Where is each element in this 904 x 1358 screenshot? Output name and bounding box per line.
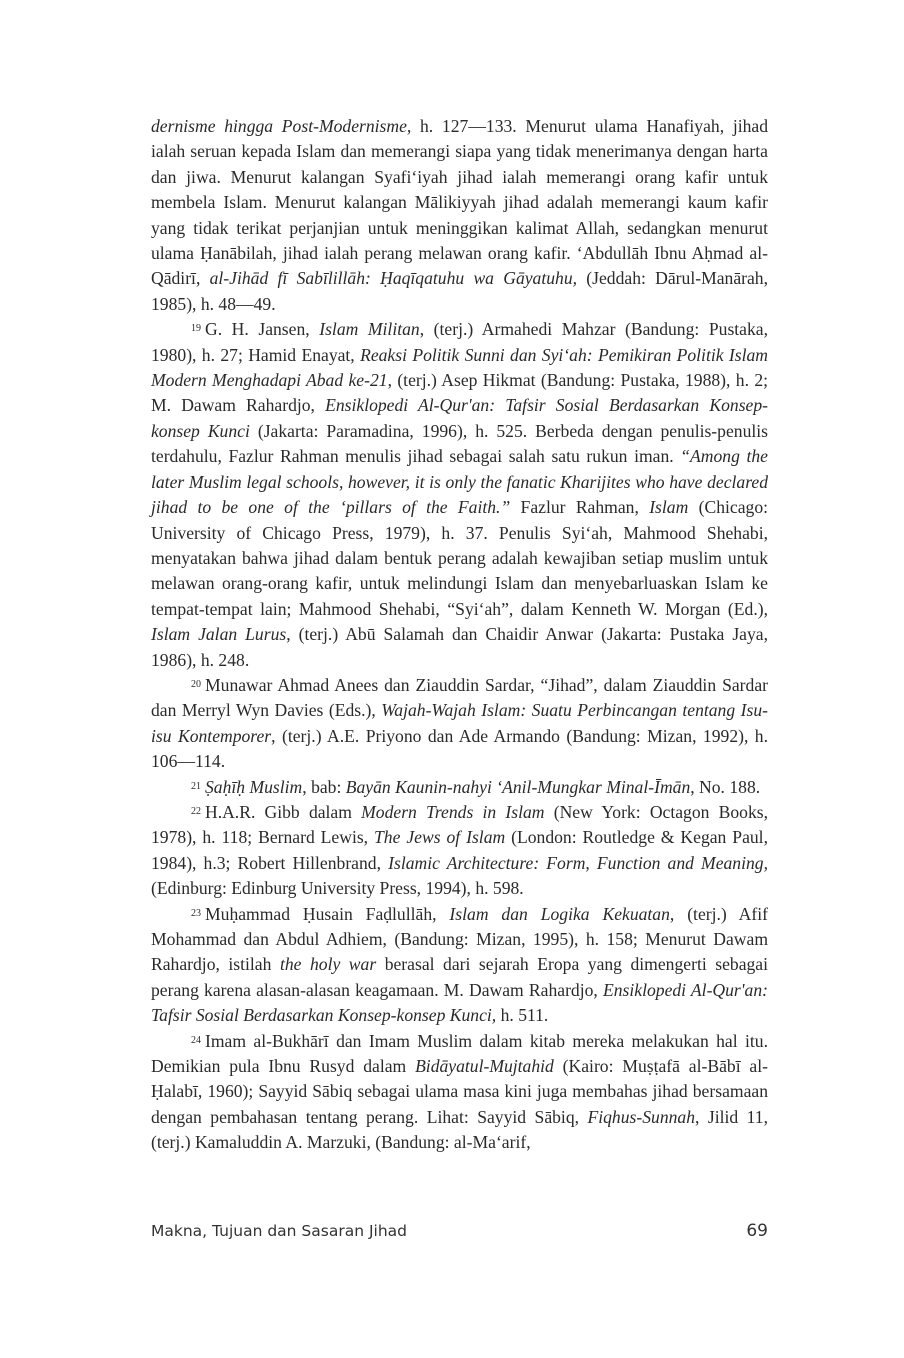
footnote-number: 21 [191, 780, 201, 792]
footnote-number: 22 [191, 805, 201, 817]
italic-citation: Islam [649, 497, 689, 518]
footnote-text: (New York: Octagon Books, 1978), h. 118; Bernard Lewis, [151, 801, 769, 848]
italic-citation: Islam dan Logika Kekuatan [449, 903, 670, 924]
footnote-number: 23 [191, 907, 201, 919]
footnote-text: (London: Routledge & Kegan Paul, 1984), h.3; Robert Hillenbrand, [151, 827, 768, 873]
footnote-text: (Edinburg: Edinburg University Press, 1994), h. 598. [151, 878, 524, 899]
italic-citation: Ṣaḥīḥ Muslim [205, 776, 303, 797]
footnote-text: , (terj.) Armahedi Mahzar (Bandung: Pustaka, 1980), h. 27; Hamid Enayat, [151, 319, 768, 365]
footnote-19 [151, 317, 768, 673]
italic-citation: Islamic Architecture: Form, Function and Meaning, [388, 852, 768, 873]
footnote-text: Fazlur Rahman, [510, 497, 650, 518]
footnote-number: 24 [191, 1034, 201, 1046]
footnote-21 [151, 775, 768, 800]
footnote-text: , (terj.) Abū Salamah dan Chaidir Anwar (Jakarta: Pustaka Jaya, 1986), h. 248. [151, 624, 768, 670]
footnote-text: Imam al-Bukhārī dan Imam Muslim dalam kitab mereka melakukan hal itu. Demikian pula Ibnu Rusyd dalam [151, 1030, 768, 1077]
footnote-20 [151, 673, 768, 775]
footnote-text: , Jilid 11, (terj.) Kamaluddin A. Marzuki, (Bandung: al-Ma‘arif, [151, 1106, 769, 1153]
footnote-text: Munawar Ahmad Anees dan Ziauddin Sardar, “Jihad”, dalam Ziauddin Sardar dan Merryl Wyn Davies (Eds.), [151, 674, 768, 721]
footnote-number: 19 [191, 323, 201, 335]
page-number: 69 [746, 1221, 768, 1241]
italic-citation: Ensiklopedi Al-Qur'an: Tafsir Sosial Berdasarkan Konsep-konsep Kunci [151, 395, 769, 441]
italic-citation: the holy war [279, 954, 377, 975]
footnote-text: , (terj.) Asep Hikmat (Bandung: Pustaka, 1988), h. 2; M. Dawam Rahardjo, [151, 370, 769, 416]
footnote-text: , bab: [302, 776, 346, 797]
footnote-text: (Chicago: University of Chicago Press, 1979), h. 37. Penulis Syi‘ah, Mahmood Shehabi, menyatakan bahwa jihad dalam bentuk perang adalah kewajiban setiap muslim untuk melawan orang-orang kafir, untuk melindungi Islam dan menyebarluaskan Islam ke tempat-tempat lain; Mahmood Shehabi, “Syi‘ah”, dalam Kenneth W. Morgan (Ed.), [151, 497, 768, 619]
footnote-text-block [151, 114, 768, 1156]
italic-citation: Ensiklopedi Al-Qur'an: Tafsir Sosial Berdasarkan Konsep-konsep Kunci, [151, 979, 768, 1026]
footnote-text: berasal dari sejarah Eropa yang dimengerti sebagai perang karena alasan-alasan keagamaan. M. Dawam Rahardjo, [151, 954, 768, 1000]
footnote-text: (Kairo: Muṣṭafā al-Bābī al-Ḥalabī, 1960); Sayyid Sābiq sebagai ulama masa kini juga membahas jihad bersamaan dengan pembahasan tentang perang. Lihat: Sayyid Sābiq, [151, 1056, 768, 1127]
footnote-24 [151, 1029, 768, 1156]
footnote-23 [151, 902, 768, 1029]
italic-citation: Wajah-Wajah Islam: Suatu Perbincangan tentang Isu-isu Kontemporer [151, 700, 768, 746]
italic-citation: Islam Jalan Lurus [151, 624, 287, 645]
italic-citation: Modern Trends in Islam [361, 801, 545, 822]
italic-citation: Islam Militan [319, 319, 420, 340]
footnote-list [151, 317, 768, 1155]
footnote-text: h. 511. [496, 1005, 549, 1026]
footnote-text: , No. 188. [690, 776, 761, 797]
running-title: Makna, Tujuan dan Sasaran Jihad [151, 1222, 407, 1240]
footnote-22 [151, 800, 768, 902]
italic-citation: Reaksi Politik Sunni dan Syi‘ah: Pemikiran Politik Islam Modern Menghadapi Abad ke-21 [151, 344, 768, 391]
footnote-text: , (terj.) A.E. Priyono dan Ade Armando (Bandung: Mizan, 1992), h. 106—114. [151, 725, 769, 772]
footnote-text: H.A.R. Gibb dalam [205, 801, 362, 822]
footnote-continuation: dernisme hingga Post-Modernisme, h. 127—133. Menurut ulama Hanafiyah, jihad ialah seruan kepada Islam dan memerangi siapa yang tidak menerimanya dengan harta dan jiwa. Menurut kalangan Syafi‘iyah jihad ialah memerangi orang kafir untuk membela Islam. Menurut kalangan Mālikiyyah jihad adalah memerangi kaum kafir yang tidak terikat perjanjian untuk meninggikan kalimat Allah, sedangkan menurut ulama Ḥanābilah, jihad ialah perang melawan orang kafir. ‘Abdullāh Ibnu Aḥmad al-Qādirī, al-Jihād fī Sabīlillāh: Ḥaqīqatuhu wa Gāyatuhu, (Jeddah: Dārul-Manārah, 1985), h. 48—49. [151, 116, 769, 314]
italic-citation: Bidāyatul-Mujtahid [415, 1056, 554, 1077]
italic-citation: The Jews of Islam [374, 827, 506, 848]
italic-citation: Bayān Kaunin-nahyi ‘Anil-Mungkar Minal-Īmān [345, 776, 691, 797]
continuation-title: dernisme hingga Post-Modernisme, [151, 116, 412, 136]
footnote-number: 20 [191, 678, 201, 690]
italic-citation: “Among the later Muslim legal schools, however, it is only the fanatic Kharijites who have declared jihad to be one of the ‘pillars of the Faith.” [151, 446, 768, 518]
footnote-text: G. H. Jansen, [205, 319, 320, 340]
footnote-text: (Jakarta: Paramadina, 1996), h. 525. Berbeda dengan penulis-penulis terdahulu, Fazlur Rahman menulis jihad sebagai salah satu rukun iman. [151, 420, 768, 467]
italic-citation: Fiqhus-Sunnah [587, 1106, 696, 1127]
footnote-text: Muḥammad Ḥusain Faḍlullāh, [205, 903, 450, 924]
footnote-text: , (terj.) Afif Mohammad dan Abdul Adhiem, (Bandung: Mizan, 1995), h. 158; Menurut Dawam Rahardjo, istilah [151, 903, 768, 975]
